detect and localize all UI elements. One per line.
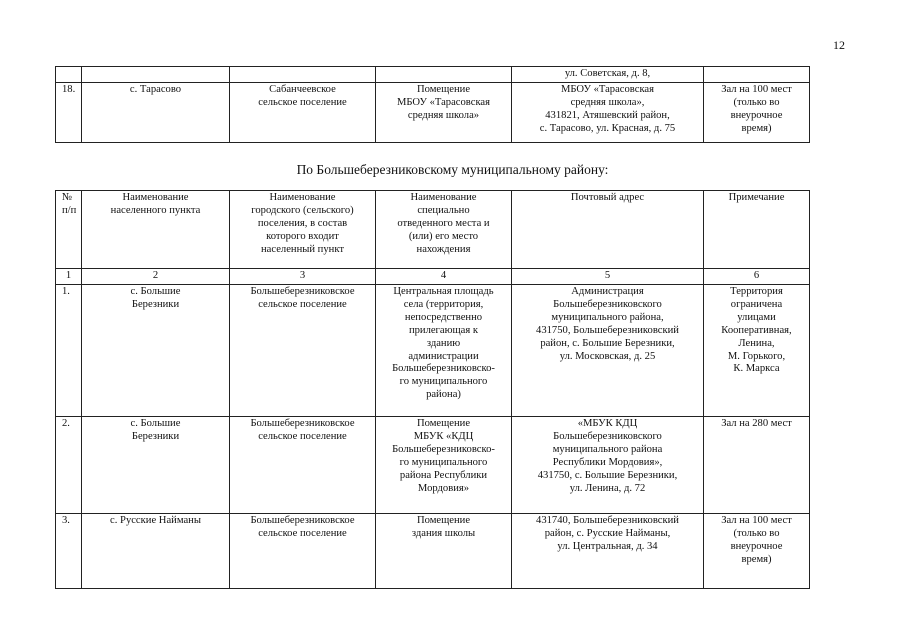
row-number: 18. <box>56 82 82 142</box>
col-number: 6 <box>704 269 810 285</box>
col-number: 3 <box>230 269 376 285</box>
header-note: Примечание <box>704 191 810 269</box>
place-cell: Центральная площадь села (территория, непосредственно прилегающая к зданию администрации Большеберезниковско- го муниципального района) <box>376 284 512 416</box>
header-row <box>56 191 810 269</box>
municipality-cell: Сабанчеевское сельское поселение <box>230 82 376 142</box>
note-cell: Зал на 100 мест (только во внеурочное время) <box>704 513 810 588</box>
header-address: Почтовый адрес <box>512 191 704 269</box>
cont-address-cell: ул. Советская, д. 8, <box>512 67 704 83</box>
note-cell: Территория ограничена улицами Кооперативная, Ленина, М. Горького, К. Маркса <box>704 284 810 416</box>
note-cell: Зал на 280 мест <box>704 416 810 513</box>
municipality-cell: Большеберезниковское сельское поселение <box>230 513 376 588</box>
col-number: 5 <box>512 269 704 285</box>
note-cell: Зал на 100 мест (только во внеурочное время) <box>704 82 810 142</box>
address-cell: МБОУ «Тарасовская средняя школа», 431821, Атяшевский район, с. Тарасово, ул. Красная, д. 75 <box>512 82 704 142</box>
place-cell: Помещение здания школы <box>376 513 512 588</box>
row-number: 1. <box>56 284 82 416</box>
col-number: 2 <box>82 269 230 285</box>
page-number: 12 <box>833 38 845 52</box>
header-place: Наименование специально отведенного места и (или) его место нахождения <box>376 191 512 269</box>
address-cell: 431740, Большеберезниковский район, с. Русские Найманы, ул. Центральная, д. 34 <box>512 513 704 588</box>
settlement-cell: с. Большие Березники <box>82 284 230 416</box>
row-number: 3. <box>56 513 82 588</box>
municipality-cell: Большеберезниковское сельское поселение <box>230 416 376 513</box>
col-number: 4 <box>376 269 512 285</box>
column-number-row <box>56 269 810 285</box>
address-cell: Администрация Большеберезниковского муниципального района, 431750, Большеберезниковский район, с. Большие Березники, ул. Московская, д. 25 <box>512 284 704 416</box>
header-settlement: Наименование населенного пункта <box>82 191 230 269</box>
table-row <box>56 513 810 588</box>
settlement-cell: с. Русские Найманы <box>82 513 230 588</box>
header-municipality: Наименование городского (сельского) поселения, в состав которого входит населенный пункт <box>230 191 376 269</box>
continued-row-tail <box>56 67 810 83</box>
place-cell: Помещение МБОУ «Тарасовская средняя школа» <box>376 82 512 142</box>
settlement-cell: с. Большие Березники <box>82 416 230 513</box>
address-cell: «МБУК КДЦ Большеберезниковского муниципального района Республики Мордовия», 431750, с. Большие Березники, ул. Ленина, д. 72 <box>512 416 704 513</box>
table-row <box>56 82 810 142</box>
col-number: 1 <box>56 269 82 285</box>
table-row <box>56 284 810 416</box>
row-number: 2. <box>56 416 82 513</box>
table-row <box>56 416 810 513</box>
section-heading: По Большеберезниковскому муниципальному району: <box>296 162 609 177</box>
municipality-cell: Большеберезниковское сельское поселение <box>230 284 376 416</box>
main-table <box>55 190 810 589</box>
continued-table <box>55 66 810 143</box>
place-cell: Помещение МБУК «КДЦ Большеберезниковско- го муниципального района Республики Мордовия» <box>376 416 512 513</box>
header-num: № п/п <box>56 191 82 269</box>
settlement-cell: с. Тарасово <box>82 82 230 142</box>
